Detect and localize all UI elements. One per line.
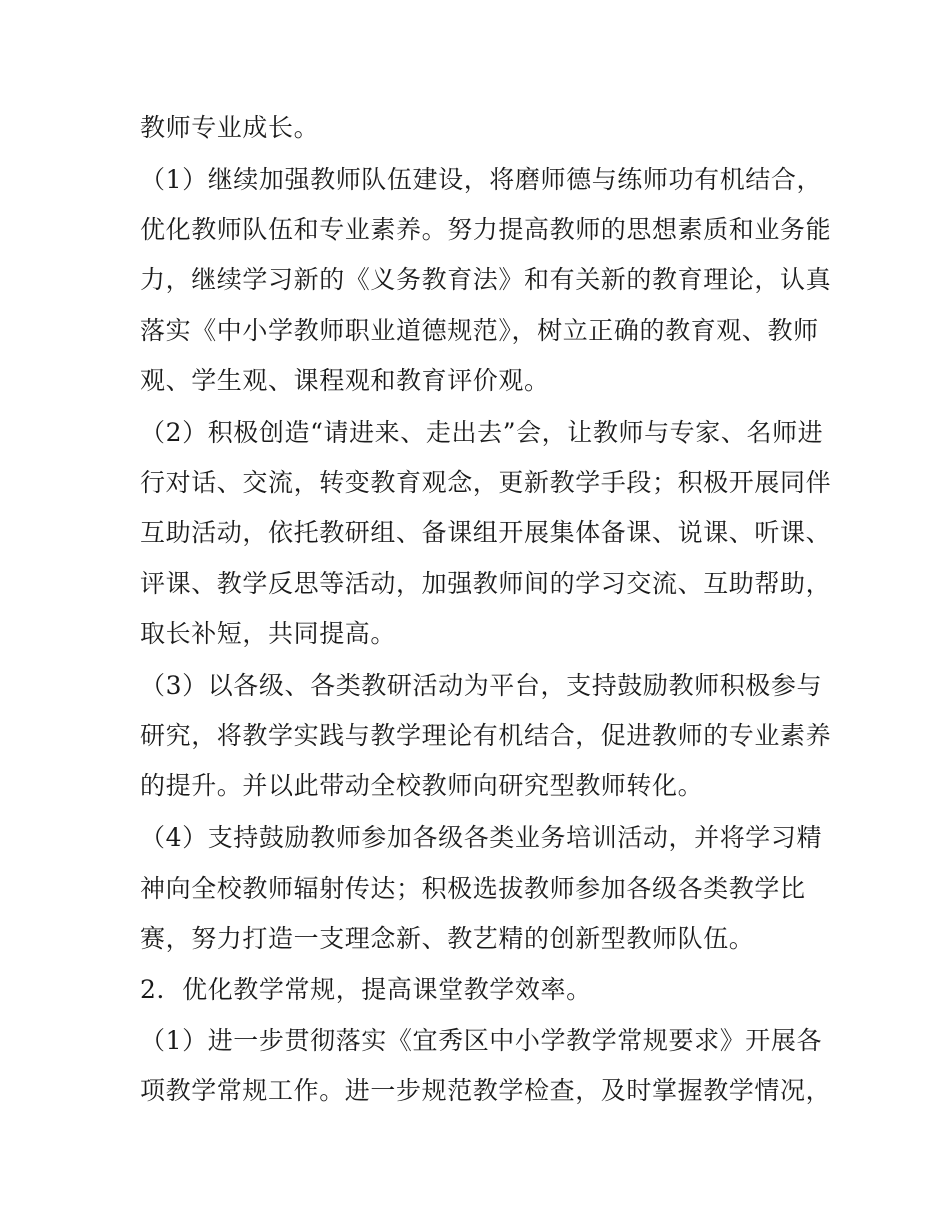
text-line: （3）以各级、各类教研活动为平台，支持鼓励教师积极参与 bbox=[140, 671, 823, 700]
text-line: 研究，将教学实践与教学理论有机结合，促进教师的专业素养 bbox=[140, 721, 832, 750]
text-line: 取长补短，共同提高。 bbox=[140, 619, 397, 648]
text-line: 观、学生观、课程观和教育评价观。 bbox=[140, 366, 550, 395]
text-line: 优化教师队伍和专业素养。努力提高教师的思想素质和业务能 bbox=[140, 215, 832, 244]
text-line: 教师专业成长。 bbox=[140, 113, 320, 142]
text-line: 的提升。并以此带动全校教师向研究型教师转化。 bbox=[140, 771, 704, 800]
text-line: 互助活动，依托教研组、备课组开展集体备课、说课、听课、 bbox=[140, 518, 832, 547]
text-line: （1）继续加强教师队伍建设，将磨师德与练师功有机结合， bbox=[140, 165, 823, 194]
text-line: 落实《中小学教师职业道德规范》，树立正确的教育观、教师 bbox=[140, 316, 819, 345]
text-line: 评课、教学反思等活动，加强教师间的学习交流、互助帮助， bbox=[140, 569, 832, 598]
text-line: （4）支持鼓励教师参加各级各类业务培训活动，并将学习精 bbox=[140, 823, 823, 852]
section-heading: 2．优化教学常规，提高课堂教学效率。 bbox=[140, 975, 592, 1004]
text-line: 力，继续学习新的《义务教育法》和有关新的教育理论，认真 bbox=[140, 265, 832, 294]
text-line: （1）进一步贯彻落实《宜秀区中小学教学常规要求》开展各 bbox=[140, 1026, 823, 1055]
text-line: 赛，努力打造一支理念新、教艺精的创新型教师队伍。 bbox=[140, 924, 755, 953]
text-line: 行对话、交流，转变教育观念，更新教学手段；积极开展同伴 bbox=[140, 468, 832, 497]
text-line: 神向全校教师辐射传达；积极选拔教师参加各级各类教学比 bbox=[140, 874, 806, 903]
text-line: 项教学常规工作。进一步规范教学检查，及时掌握教学情况， bbox=[140, 1076, 832, 1105]
text-line: （2）积极创造“请进来、走出去”会，让教师与专家、名师进 bbox=[140, 418, 824, 447]
